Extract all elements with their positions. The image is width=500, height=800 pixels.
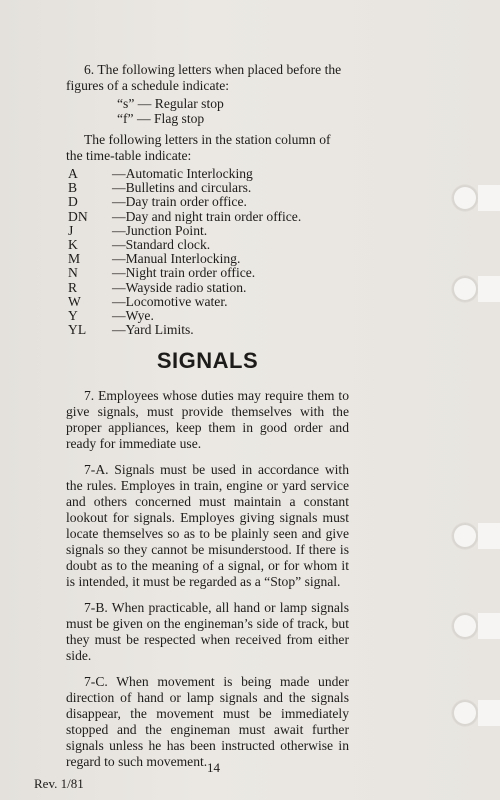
station-codes-list (68, 166, 349, 336)
station-code-row (68, 209, 349, 223)
station-code: A (68, 166, 78, 181)
station-code: W (68, 293, 81, 309)
section-heading: SIGNALS (156, 348, 259, 374)
rule-paragraph: 7. Employees whose duties may require them to give signals, must provide themselves with the proper appliances, keep them in good order and ready for immediate use. (66, 388, 349, 452)
station-code-meaning: —Locomotive water. (112, 293, 228, 309)
station-code-row (68, 251, 349, 265)
schedule-letters-list (117, 96, 349, 126)
station-code: R (68, 279, 78, 295)
station-code-row (68, 180, 349, 194)
schedule-letter-item: “f” — Flag stop (117, 111, 205, 126)
station-code-meaning: —Bulletins and circulars. (112, 180, 252, 196)
station-code-meaning: —Standard clock. (112, 236, 211, 252)
rule-paragraph: 7-B. When practicable, all hand or lamp signals must be given on the engineman’s side of track, but they must be respected when received from either side. (66, 600, 349, 664)
station-code: K (68, 236, 78, 252)
station-code-meaning: —Junction Point. (112, 222, 208, 238)
station-code-meaning: —Manual Interlocking. (112, 251, 241, 267)
station-code-row (68, 308, 349, 322)
station-code-meaning: —Yard Limits. (112, 322, 194, 338)
station-code: N (68, 265, 78, 281)
station-code-row (68, 265, 349, 279)
rule-paragraph: 7-A. Signals must be used in accordance with the rules. Employes in train, engine or yard service and others concerned must maintain a constant lookout for signals. Employes giving signals must locate themselves so as to be plainly seen and give signals so they cannot be misunderstood. If there is doubt as to the meaning of a signal, or for whom it is intended, it must be regarded as a “Stop” signal. (66, 462, 349, 590)
station-code: B (68, 180, 78, 196)
station-code-row (68, 166, 349, 180)
binder-hole (452, 276, 478, 302)
station-code-meaning: —Night train order office. (112, 265, 256, 281)
station-code-row (68, 322, 349, 336)
station-code: DN (68, 208, 88, 224)
station-code: D (68, 194, 78, 210)
station-code-row (68, 294, 349, 308)
station-code-row (68, 194, 349, 208)
schedule-letters-intro: 6. The following letters when placed before the figures of a schedule indicate: (66, 62, 342, 93)
station-code-meaning: —Day train order office. (112, 194, 247, 210)
station-code: Y (68, 307, 78, 323)
station-code-meaning: —Day and night train order office. (112, 208, 302, 224)
schedule-letter-item: “s” — Regular stop (117, 96, 224, 111)
page-number: 14 (207, 760, 220, 775)
station-codes-intro: The following letters in the station column of the time-table indicate: (66, 132, 331, 163)
station-code-meaning: —Automatic Interlocking (112, 166, 253, 181)
station-code: J (68, 222, 74, 238)
revision-label: Rev. 1/81 (34, 776, 84, 791)
binder-hole (452, 185, 478, 211)
station-code: YL (68, 322, 87, 338)
station-code: M (68, 251, 81, 267)
binder-hole (452, 700, 478, 726)
station-code-meaning: —Wye. (112, 307, 154, 323)
station-code-row (68, 280, 349, 294)
binder-hole (452, 613, 478, 639)
binder-hole (452, 523, 478, 549)
page-content (66, 62, 349, 780)
station-code-meaning: —Wayside radio station. (112, 279, 247, 295)
station-code-row (68, 237, 349, 251)
rule-paragraph: 7-C. When movement is being made under direction of hand or lamp signals and the signals disappear, the movement must be immediately stopped and the engineman must await further signals unless he has been instructed otherwise in regard to such movement. (66, 674, 349, 770)
station-code-row (68, 223, 349, 237)
